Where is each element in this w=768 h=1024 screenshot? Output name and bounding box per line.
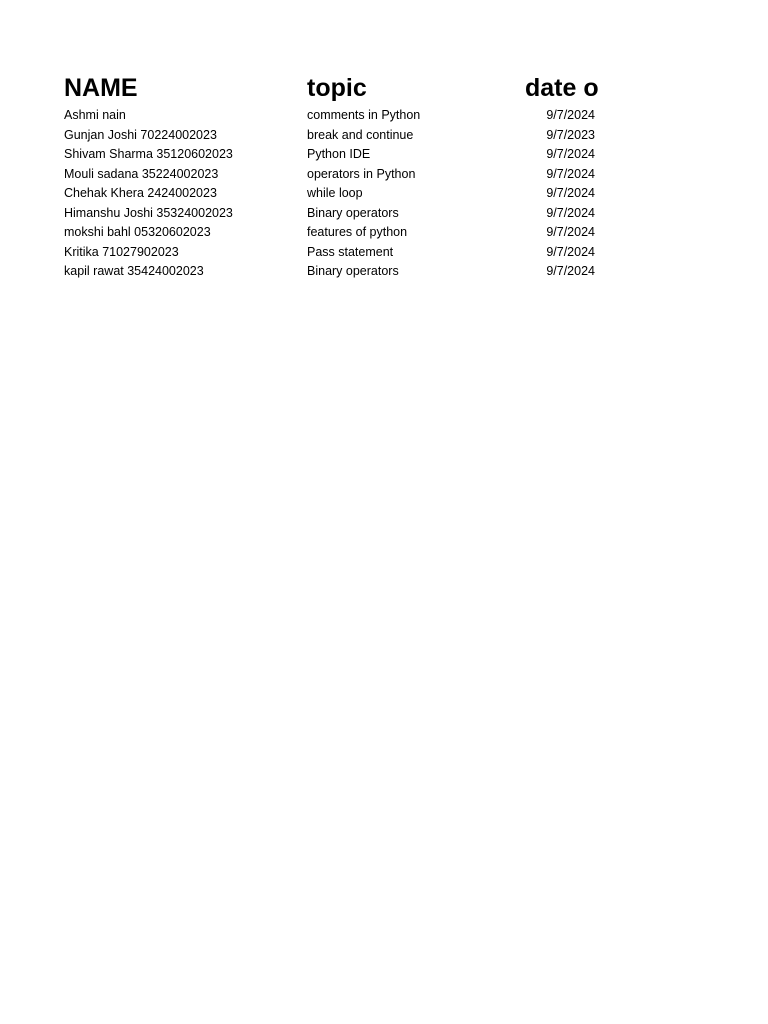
cell-name: Kritika 71027902023	[64, 244, 179, 259]
cell-topic: Binary operators	[307, 205, 399, 220]
cell-topic: Binary operators	[307, 264, 399, 278]
cell-date: 9/7/2024	[546, 166, 595, 181]
cell-name: mokshi bahl 05320602023	[64, 225, 211, 239]
cell-date: 9/7/2024	[546, 205, 595, 220]
cell-name: Gunjan Joshi 70224002023	[64, 127, 217, 142]
cell-name: kapil rawat 35424002023	[64, 264, 204, 278]
table-row	[64, 145, 604, 165]
table-row	[64, 243, 604, 263]
cell-name: Shivam Sharma 35120602023	[64, 147, 233, 161]
cell-topic: features of python	[307, 225, 408, 239]
spreadsheet-table	[64, 72, 604, 282]
cell-date: 9/7/2023	[546, 127, 595, 142]
cell-name: Chehak Khera 2424002023	[64, 186, 217, 200]
cell-date: 9/7/2024	[546, 186, 595, 200]
cell-date: 9/7/2024	[546, 244, 595, 259]
cell-topic: operators in Python	[307, 166, 416, 181]
header-topic: topic	[307, 74, 367, 102]
table-row	[64, 184, 604, 204]
cell-topic: while loop	[307, 186, 363, 200]
cell-topic: Pass statement	[307, 244, 394, 259]
header-row	[64, 72, 604, 106]
cell-date: 9/7/2024	[546, 108, 595, 122]
cell-name: Himanshu Joshi 35324002023	[64, 205, 233, 220]
table-row	[64, 223, 604, 243]
cell-name: Mouli sadana 35224002023	[64, 166, 219, 181]
cell-name: Ashmi nain	[64, 108, 126, 122]
table-row	[64, 204, 604, 224]
table-row	[64, 126, 604, 146]
table-body	[64, 106, 604, 282]
header-date: date o	[525, 74, 599, 102]
table-row	[64, 165, 604, 185]
cell-date: 9/7/2024	[546, 147, 595, 161]
cell-topic: comments in Python	[307, 108, 421, 122]
cell-topic: break and continue	[307, 127, 414, 142]
table-row	[64, 262, 604, 282]
header-name: NAME	[64, 74, 138, 102]
cell-topic: Python IDE	[307, 147, 371, 161]
cell-date: 9/7/2024	[546, 264, 595, 278]
table-row	[64, 106, 604, 126]
cell-date: 9/7/2024	[546, 225, 595, 239]
